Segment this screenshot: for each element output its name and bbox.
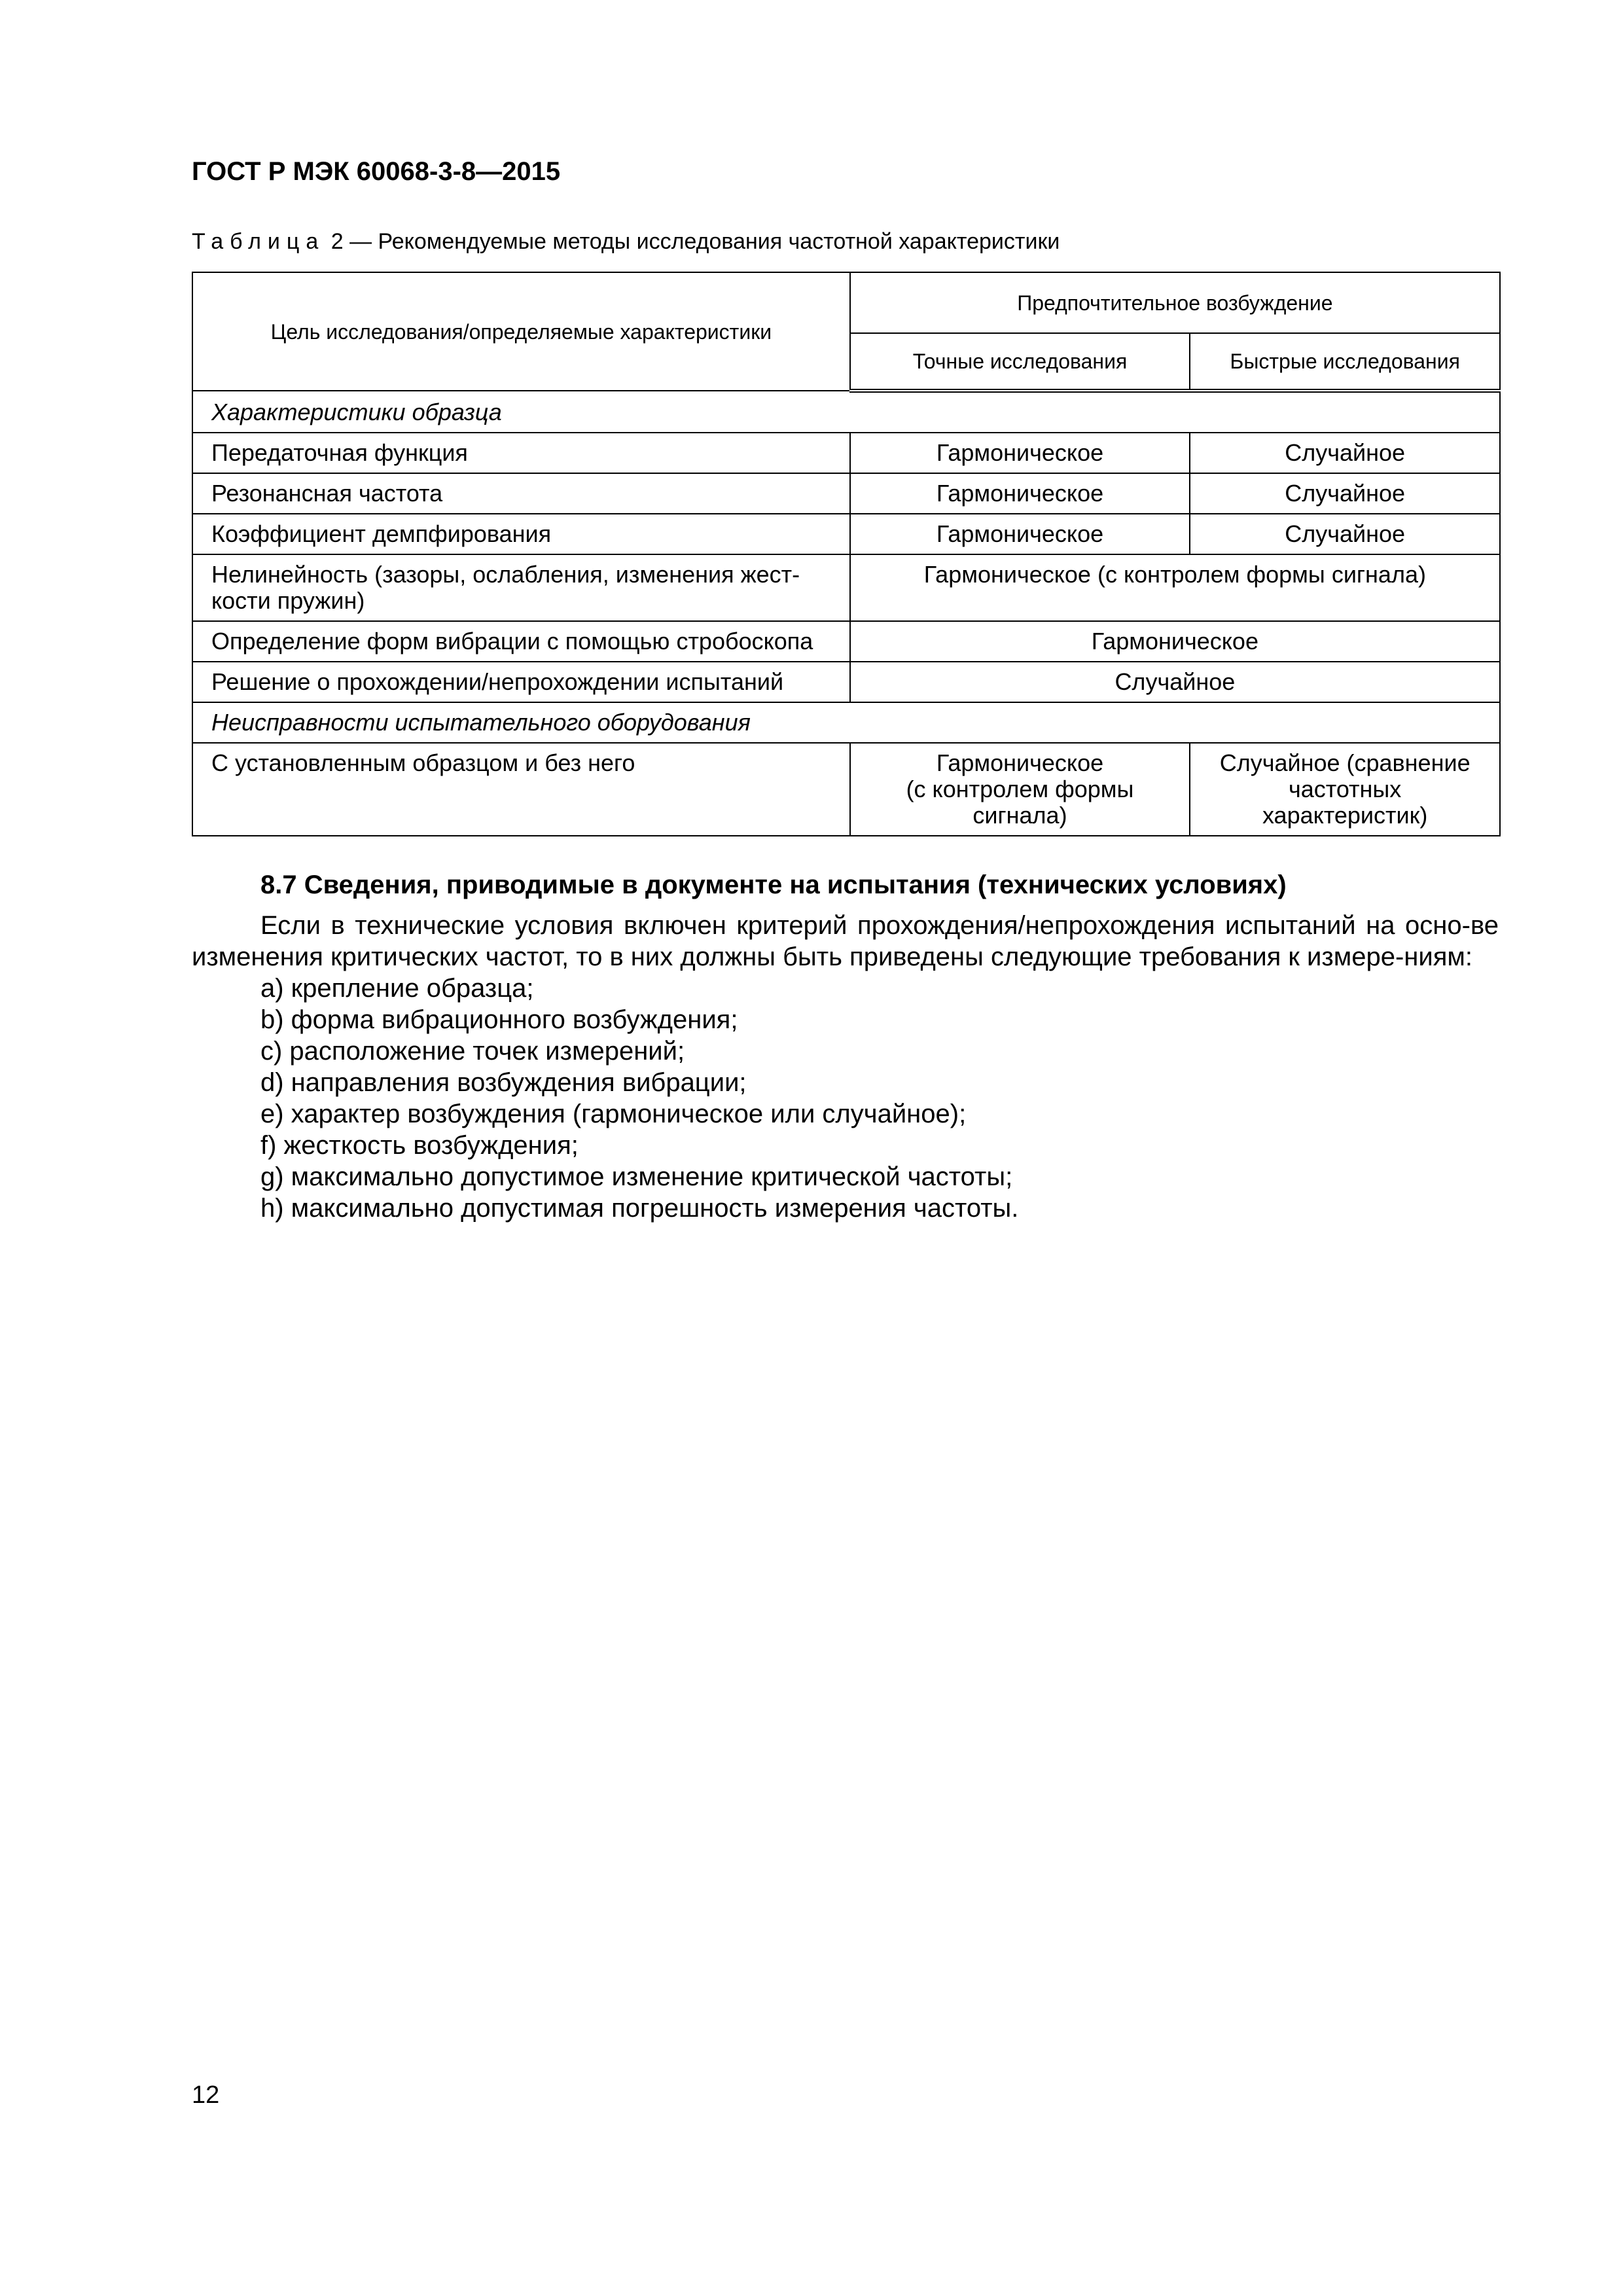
header-precise: Точные исследования xyxy=(850,333,1190,391)
fast-excitation-cell: Случайное xyxy=(1190,473,1500,514)
fast-excitation-cell: Случайное xyxy=(1190,433,1500,473)
header-preferred-excitation: Предпочтительное возбуждение xyxy=(850,272,1500,333)
excitation-cell: Гармоническое xyxy=(850,621,1500,662)
frequency-methods-table xyxy=(192,272,1501,836)
precise-excitation-cell: Гармоническое (с контролем формы сигнала) xyxy=(850,743,1190,836)
table-caption-word: Таблица xyxy=(192,229,325,254)
characteristic-cell: Резонансная частота xyxy=(192,473,850,514)
characteristic-cell: С установленным образцом и без него xyxy=(192,743,850,836)
precise-excitation-cell: Гармоническое xyxy=(850,514,1190,554)
table-category-row xyxy=(192,391,1500,433)
characteristic-cell: Решение о прохождении/непрохождении испытаний xyxy=(192,662,850,702)
table-row xyxy=(192,514,1500,554)
section-paragraph: Если в технические условия включен критерий прохождения/непрохождения испытаний на осно-ве изменения критических частот, то в них должны быть приведены следующие требования к измере-ниям: xyxy=(192,911,1499,971)
requirement-item: e) характер возбуждения (гармоническое или случайное); xyxy=(260,1100,967,1128)
characteristic-cell: Нелинейность (зазоры, ослабления, изменения жест- кости пружин) xyxy=(192,554,850,621)
section-body xyxy=(192,910,1499,1224)
excitation-cell: Случайное xyxy=(850,662,1500,702)
fast-excitation-cell: Случайное xyxy=(1190,514,1500,554)
requirement-item: f) жесткость возбуждения; xyxy=(260,1131,579,1160)
table-body xyxy=(192,391,1500,836)
table-row xyxy=(192,662,1500,702)
excitation-cell: Гармоническое (с контролем формы сигнала) xyxy=(850,554,1500,621)
table-row xyxy=(192,473,1500,514)
header-goal: Цель исследования/определяемые характеристики xyxy=(192,272,850,391)
table-category-row xyxy=(192,702,1500,743)
table-caption-text: 2 — Рекомендуемые методы исследования частотной характеристики xyxy=(325,229,1060,254)
requirement-item: g) максимально допустимое изменение критической частоты; xyxy=(260,1162,1013,1191)
table-row xyxy=(192,743,1500,836)
table-row xyxy=(192,554,1500,621)
requirement-item: d) направления возбуждения вибрации; xyxy=(260,1068,747,1097)
requirement-item: c) расположение точек измерений; xyxy=(260,1037,685,1066)
characteristic-cell: Коэффициент демпфирования xyxy=(192,514,850,554)
table-caption xyxy=(192,229,1060,255)
table-row xyxy=(192,433,1500,473)
header-fast: Быстрые исследования xyxy=(1190,333,1500,391)
category-cell: Неисправности испытательного оборудования xyxy=(192,702,1500,743)
requirement-item: a) крепление образца; xyxy=(260,974,534,1003)
precise-excitation-cell: Гармоническое xyxy=(850,473,1190,514)
document-header: ГОСТ Р МЭК 60068-3-8—2015 xyxy=(192,157,561,186)
characteristic-cell: Определение форм вибрации с помощью стробоскопа xyxy=(192,621,850,662)
section-title: 8.7 Сведения, приводимые в документе на испытания (технических условиях) xyxy=(260,870,1287,899)
requirement-item: h) максимально допустимая погрешность измерения частоты. xyxy=(260,1194,1019,1223)
fast-excitation-cell: Случайное (сравнение частотных характеристик) xyxy=(1190,743,1500,836)
precise-excitation-cell: Гармоническое xyxy=(850,433,1190,473)
characteristic-cell: Передаточная функция xyxy=(192,433,850,473)
page-number: 12 xyxy=(192,2081,220,2109)
table-row xyxy=(192,621,1500,662)
requirements-list xyxy=(192,973,1499,1224)
category-cell: Характеристики образца xyxy=(192,391,1500,433)
requirement-item: b) форма вибрационного возбуждения; xyxy=(260,1005,738,1034)
